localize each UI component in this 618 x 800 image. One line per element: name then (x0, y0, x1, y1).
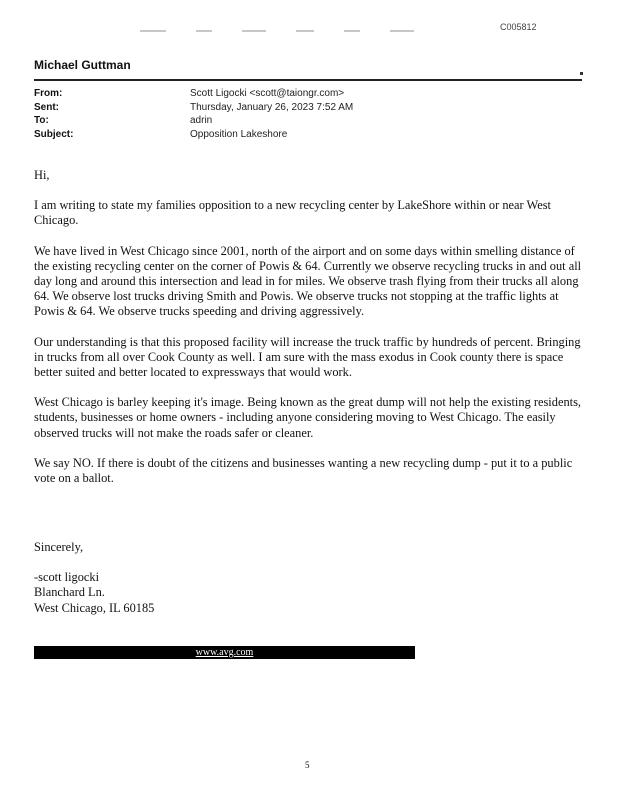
body-paragraph: I am writing to state my families opposition to a new recycling center by LakeShore within or near West Chicago. (34, 198, 551, 228)
greeting: Hi, (34, 168, 50, 182)
header-divider (34, 79, 582, 81)
from-row (34, 87, 353, 101)
body-paragraph: West Chicago is barley keeping it's image. Being known as the great dump will not help the existing residents, students, businesses or home owners - including anyone considering moving to West Chicago. The easily observed trucks will not make the roads safer or cleaner. (34, 395, 582, 440)
footer-link[interactable]: www.avg.com (195, 647, 254, 658)
body-paragraph: We have lived in West Chicago since 2001, north of the airport and on some days within smelling distance of the existing recycling center on the corner of Powis & 64. Currently we observe recycling trucks in and out all day long and around this intersection and lead in for miles. We observe trash flying from their trucks all along 64. We observe lost trucks driving Smith and Powis. We observe trucks not stopping at the traffic lights at Powis & 64. We observe trucks speeding and driving aggressively. (34, 243, 582, 319)
email-header (34, 87, 353, 141)
from-value: Scott Ligocki <scott@taiongr.com> (190, 88, 345, 100)
signature-city: West Chicago, IL 60185 (34, 600, 155, 615)
sent-value: Thursday, January 26, 2023 7:52 AM (190, 101, 354, 113)
signature-street: Blanchard Ln. (34, 585, 105, 600)
email-body (34, 168, 584, 501)
sent-row (34, 101, 353, 115)
author-name: Michael Guttman (34, 58, 131, 72)
subject-row (34, 128, 353, 142)
signature-closing: Sincerely, (34, 540, 84, 554)
document-id: C005812 (500, 22, 537, 32)
to-value: adrin (190, 115, 213, 127)
subject-label: Subject: (34, 128, 74, 140)
signature-block (34, 540, 154, 616)
page-number: 5 (305, 760, 310, 770)
faint-header-marks (140, 30, 414, 32)
from-label: From: (34, 88, 63, 100)
to-row (34, 114, 353, 128)
body-paragraph: Our understanding is that this proposed facility will increase the truck traffic by hundreds of percent. Bringing in trucks from all over Cook County as well. I am sure with the mass exodus in Cook county there is space better suited and better located to expressways that would work. (34, 334, 581, 380)
footer-bar (34, 646, 415, 659)
body-paragraph: We say NO. If there is doubt of the citizens and businesses wanting a new recycling dump - put it to a public vote on a ballot. (34, 455, 573, 486)
signature-name: -scott ligocki (34, 570, 100, 585)
sent-label: Sent: (34, 101, 59, 113)
scan-dot (580, 72, 583, 75)
subject-value: Opposition Lakeshore (190, 128, 288, 140)
to-label: To: (34, 115, 49, 127)
